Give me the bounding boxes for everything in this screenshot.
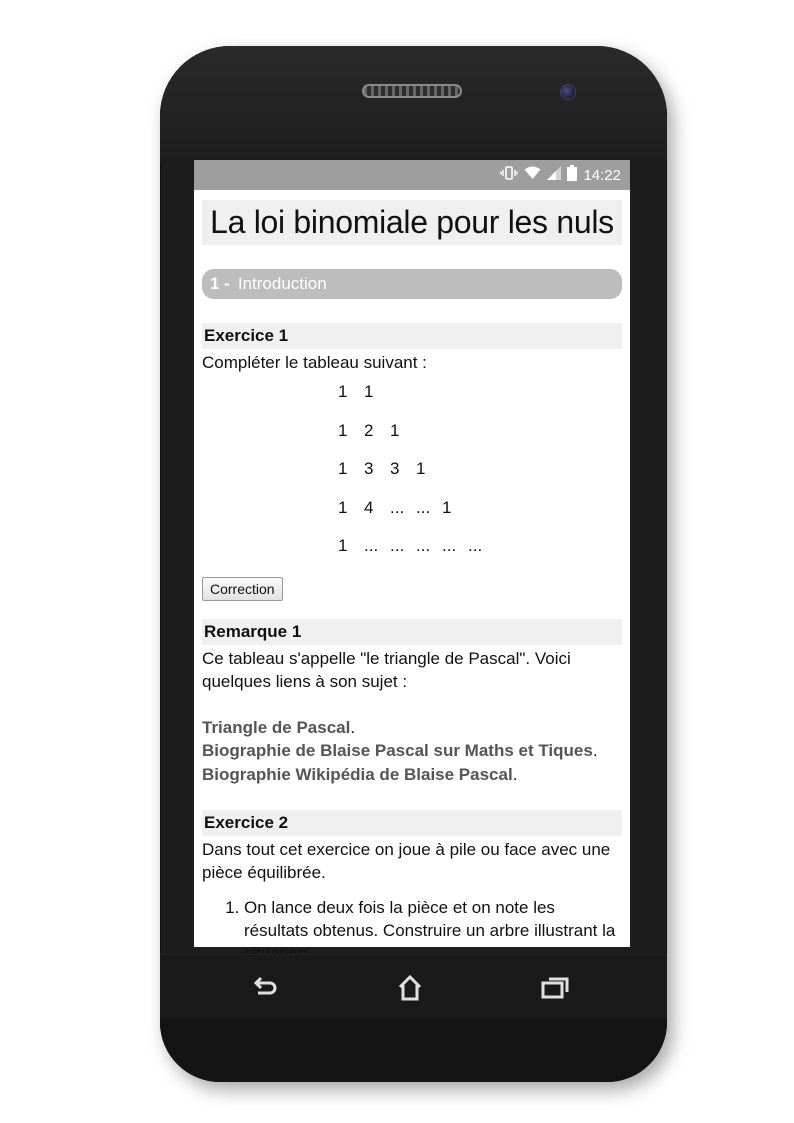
link-line [202, 716, 622, 740]
speaker-grille [362, 84, 462, 98]
triangle-cell: ... [468, 536, 483, 555]
triangle-cell: ... [390, 497, 405, 517]
section-title: Introduction [237, 274, 327, 293]
triangle-cell: 1 [338, 382, 348, 401]
section-header-introduction[interactable] [202, 269, 622, 299]
remark-1-links [202, 716, 622, 787]
status-time: 14:22 [583, 166, 621, 184]
status-bar [194, 160, 630, 190]
triangle-row [338, 421, 622, 460]
triangle-cell: ... [390, 536, 405, 555]
vibrate-icon [500, 165, 518, 185]
triangle-cell: 3 [390, 459, 400, 478]
remark-1-text: Ce tableau s'appelle "le triangle de Pascal". Voici quelques liens à son sujet : [202, 648, 571, 691]
link-biographie-maths-et-tiques[interactable]: Biographie de Blaise Pascal sur Maths et Tiques [202, 741, 593, 760]
recents-icon[interactable] [538, 971, 572, 1005]
exercise-2-heading: Exercice 2 [202, 810, 622, 836]
page-title: La loi binomiale pour les nuls [202, 200, 622, 245]
phone-bottom-bezel [160, 1018, 667, 1082]
signal-icon [547, 166, 561, 184]
exercise-2-text: Dans tout cet exercice on joue à pile ou face avec une pièce équilibrée. [202, 840, 611, 882]
page-content [194, 190, 630, 965]
remark-1-heading: Remarque 1 [202, 619, 622, 645]
triangle-cell: ... [416, 536, 431, 555]
link-triangle-de-pascal[interactable]: Triangle de Pascal [202, 717, 351, 737]
triangle-cell: 1 [390, 420, 400, 440]
home-icon[interactable] [393, 971, 427, 1005]
triangle-cell: 1 [338, 420, 348, 440]
triangle-row [338, 459, 622, 498]
triangle-cell: 1 [338, 459, 348, 478]
front-camera [560, 84, 576, 100]
triangle-cell: 3 [364, 459, 374, 478]
link-suffix: . [592, 741, 598, 760]
exercise-1-heading: Exercice 1 [202, 323, 622, 349]
triangle-cell: 1 [364, 382, 374, 401]
triangle-cell: ... [364, 536, 379, 555]
wifi-icon [524, 166, 541, 184]
triangle-row [338, 536, 622, 575]
phone-frame [160, 46, 667, 1082]
triangle-cell: ... [442, 536, 457, 555]
battery-icon [567, 165, 577, 185]
list-item: 1. On lance deux fois la pièce et on note les résultats obtenus. Construire un arbre illustrant la [244, 896, 622, 965]
correction-button[interactable]: Correction [202, 577, 283, 601]
triangle-row [338, 498, 622, 537]
triangle-cell: 1 [338, 497, 348, 517]
link-suffix: . [512, 764, 518, 784]
link-line [202, 739, 622, 763]
link-line [202, 763, 622, 787]
section-number: 1 - [210, 274, 230, 293]
exercise-1-instruction: Compléter le tableau suivant : [202, 353, 427, 372]
triangle-cell: 1 [416, 459, 426, 478]
triangle-cell: 4 [364, 497, 374, 517]
phone-top-bezel [160, 46, 667, 161]
navigation-bar [160, 954, 667, 1020]
triangle-cell: 1 [338, 536, 348, 555]
triangle-cell: 2 [364, 420, 374, 440]
back-icon[interactable] [248, 971, 282, 1005]
triangle-row [338, 382, 622, 421]
pascal-triangle-table [338, 382, 622, 575]
screen [194, 160, 630, 947]
link-suffix: . [350, 717, 356, 737]
triangle-cell: 1 [442, 497, 452, 517]
link-biographie-wikipedia[interactable]: Biographie Wikipédia de Blaise Pascal [202, 764, 513, 784]
triangle-cell: ... [416, 497, 431, 517]
